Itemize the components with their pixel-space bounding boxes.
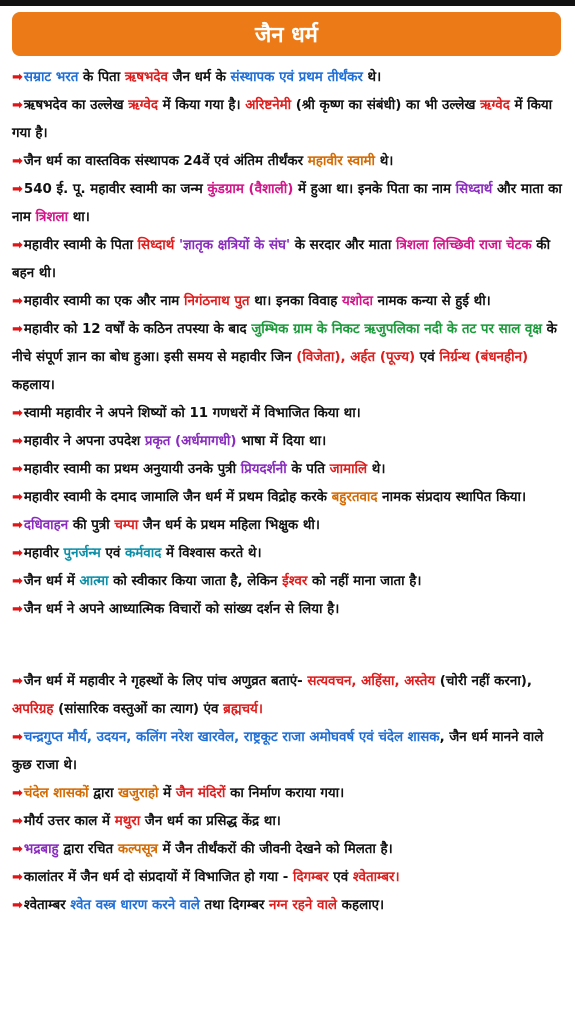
arrow-right-icon: ➡ xyxy=(12,238,23,253)
fact-text-segment: एवं xyxy=(415,350,440,365)
fact-text-segment: मथुरा xyxy=(114,814,141,829)
fact-text-segment: दिगम्बर xyxy=(293,870,329,885)
fact-text-segment: नग्न रहने वाले xyxy=(269,898,338,913)
fact-text-segment: एवं xyxy=(328,870,353,885)
fact-text-segment: (सांसारिक वस्तुओं का त्याग) एंव xyxy=(53,702,224,717)
fact-text-segment: में हुआ था। इनके पिता का नाम xyxy=(293,182,456,197)
arrow-right-icon: ➡ xyxy=(12,98,23,113)
fact-text-segment: दधिवाहन xyxy=(23,518,69,533)
fact-text-segment: के नीचे संपूर्ण ज्ञान का बोध हुआ। इसी समय से महावीर जिन xyxy=(12,322,557,365)
fact-item xyxy=(12,176,562,232)
fact-item xyxy=(12,568,562,596)
fact-text-segment: आत्मा xyxy=(79,574,109,589)
fact-text-segment: श्वेताम्बर। xyxy=(352,870,400,885)
fact-text-segment: स्वामी महावीर ने अपने शिष्यों को 11 गणधरों में विभाजित किया था। xyxy=(23,406,361,421)
fact-item xyxy=(12,92,562,148)
fact-text-segment: महावीर xyxy=(23,546,64,561)
fact-list-primary xyxy=(12,64,562,624)
fact-text-segment: महावीर स्वामी का प्रथम अनुयायी उनके पुत्री xyxy=(23,462,241,477)
fact-text-segment: चम्पा xyxy=(114,518,139,533)
fact-text-segment: सम्राट भरत xyxy=(23,70,79,85)
fact-text-segment: खजुराहो xyxy=(118,786,159,801)
fact-text-segment: संस्थापक एवं प्रथम तीर्थंकर xyxy=(230,70,363,85)
fact-text-segment: श्वेताम्बर xyxy=(23,898,71,913)
fact-item xyxy=(12,484,562,512)
fact-item xyxy=(12,288,562,316)
fact-text-segment: मौर्य उत्तर काल में xyxy=(23,814,115,829)
fact-text-segment: का निर्माण कराया गया। xyxy=(225,786,345,801)
fact-text-segment: के पति xyxy=(286,462,330,477)
fact-text-segment: जैन धर्म के xyxy=(167,70,231,85)
fact-text-segment: (श्री कृष्ण का संबंधी) का भी उल्लेख xyxy=(291,98,481,113)
fact-text-segment: ऋषभदेव xyxy=(124,70,168,85)
fact-text-segment: जामालि xyxy=(329,462,368,477)
arrow-right-icon: ➡ xyxy=(12,434,23,449)
fact-text-segment: कल्पसूत्र xyxy=(117,842,158,857)
fact-text-segment: को स्वीकार किया जाता है, लेकिन xyxy=(108,574,283,589)
fact-text-segment: 'ज्ञातृक क्षत्रियों के संघ' xyxy=(174,238,291,253)
fact-item xyxy=(12,808,562,836)
fact-text-segment: थे। xyxy=(367,462,386,477)
fact-text-segment: कहलाय। xyxy=(12,378,55,393)
fact-text-segment: महावीर को 12 वर्षों के कठिन तपस्या के बाद xyxy=(23,322,252,337)
fact-text-segment: त्रिशला xyxy=(35,210,69,225)
fact-text-segment: में किया गया है। xyxy=(157,98,246,113)
fact-text-segment: कहलाए। xyxy=(337,898,385,913)
arrow-right-icon: ➡ xyxy=(12,294,23,309)
fact-text-segment: महावीर स्वामी के दमाद जामालि जैन धर्म में प्रथम विद्रोह करके xyxy=(23,490,332,505)
fact-item xyxy=(12,64,562,92)
fact-text-segment: जैन धर्म का वास्तविक संस्थापक 24वें एवं अंतिम तीर्थंकर xyxy=(23,154,308,169)
fact-text-segment: को नहीं माना जाता है। xyxy=(307,574,422,589)
arrow-right-icon: ➡ xyxy=(12,546,23,561)
fact-text-segment: निगंठनाथ पुत xyxy=(183,294,250,309)
fact-list-secondary xyxy=(12,668,562,920)
fact-text-segment: कर्मवाद xyxy=(124,546,162,561)
fact-text-segment: चंदेल शासकों xyxy=(23,786,89,801)
fact-item xyxy=(12,400,562,428)
fact-text-segment: और माता का नाम xyxy=(12,182,562,225)
fact-text-segment: जैन धर्म में महावीर ने गृहस्थों के लिए पांच अणुव्रत बताएं- xyxy=(23,674,308,689)
fact-text-segment: सिध्दार्थ xyxy=(455,182,493,197)
fact-text-segment: कुंडग्राम (वैशाली) xyxy=(207,182,294,197)
fact-text-segment: बहुरतवाद xyxy=(331,490,378,505)
fact-text-segment: थे। xyxy=(362,70,382,85)
arrow-right-icon: ➡ xyxy=(12,898,23,913)
fact-text-segment: महावीर स्वामी के पिता xyxy=(23,238,138,253)
fact-item xyxy=(12,864,562,892)
fact-item xyxy=(12,724,562,780)
fact-text-segment: त्रिशला लिच्छिवी राजा चेटक xyxy=(396,238,532,253)
fact-text-segment: में किया गया है। xyxy=(12,98,553,141)
section-gap xyxy=(12,624,562,668)
fact-text-segment: प्रियदर्शनी xyxy=(240,462,287,477)
fact-item xyxy=(12,456,562,484)
content-area xyxy=(12,64,562,920)
arrow-right-icon: ➡ xyxy=(12,406,23,421)
arrow-right-icon: ➡ xyxy=(12,674,23,689)
fact-item xyxy=(12,596,562,624)
fact-text-segment: जैन धर्म का प्रसिद्ध केंद्र था। xyxy=(140,814,281,829)
arrow-right-icon: ➡ xyxy=(12,322,23,337)
fact-text-segment: जुम्भिक ग्राम के निकट ऋजुपलिका नदी के तट पर साल वृक्ष xyxy=(251,322,542,337)
fact-text-segment: (चोरी नहीं करना), xyxy=(435,674,532,689)
fact-text-segment: भद्रबाहु xyxy=(23,842,59,857)
fact-text-segment: द्वारा रचित xyxy=(58,842,118,857)
fact-text-segment: पुनर्जन्म xyxy=(63,546,101,561)
fact-text-segment: ब्रह्मचर्य। xyxy=(223,702,263,717)
arrow-right-icon: ➡ xyxy=(12,518,23,533)
fact-text-segment: में जैन तीर्थंकरों की जीवनी देखने को मिलता है। xyxy=(157,842,393,857)
fact-text-segment: नामक संप्रदाय स्थापित किया। xyxy=(377,490,527,505)
fact-text-segment: महावीर स्वामी का एक और नाम xyxy=(23,294,184,309)
fact-text-segment: अरिष्टनेमी xyxy=(245,98,292,113)
fact-item xyxy=(12,836,562,864)
arrow-right-icon: ➡ xyxy=(12,730,23,745)
fact-text-segment: ऋषभदेव का उल्लेख xyxy=(23,98,129,113)
fact-text-segment: , जैन धर्म मानने वाले कुछ राजा थे। xyxy=(12,730,544,773)
fact-text-segment: था। xyxy=(68,210,90,225)
page-title: जैन धर्म xyxy=(12,12,561,56)
fact-text-segment: सिध्दार्थ xyxy=(137,238,175,253)
fact-text-segment: अपरिग्रह xyxy=(12,702,54,717)
fact-item xyxy=(12,428,562,456)
fact-text-segment: (विजेता), अर्हत (पूज्य) xyxy=(296,350,416,365)
arrow-right-icon: ➡ xyxy=(12,786,23,801)
fact-text-segment: नामक कन्या से हुई थी। xyxy=(372,294,491,309)
fact-text-segment: सत्यवचन, अहिंसा, अस्तेय xyxy=(307,674,436,689)
fact-item xyxy=(12,540,562,568)
fact-item xyxy=(12,668,562,724)
fact-text-segment: की पुत्री xyxy=(68,518,115,533)
fact-text-segment: था। इनका विवाह xyxy=(249,294,343,309)
fact-item xyxy=(12,232,562,288)
fact-text-segment: तथा दिगम्बर xyxy=(199,898,270,913)
fact-text-segment: द्वारा xyxy=(88,786,119,801)
fact-item xyxy=(12,780,562,808)
fact-text-segment: की बहन थी। xyxy=(12,238,551,281)
fact-text-segment: ईश्वर xyxy=(282,574,308,589)
arrow-right-icon: ➡ xyxy=(12,490,23,505)
fact-text-segment: 540 ई. पू. महावीर स्वामी का जन्म xyxy=(23,182,208,197)
fact-item xyxy=(12,316,562,400)
arrow-right-icon: ➡ xyxy=(12,182,23,197)
fact-text-segment: निर्ग्रन्थ (बंधनहीन) xyxy=(439,350,529,365)
arrow-right-icon: ➡ xyxy=(12,462,23,477)
fact-text-segment: ऋग्वेद xyxy=(128,98,158,113)
arrow-right-icon: ➡ xyxy=(12,154,23,169)
fact-text-segment: में xyxy=(158,786,176,801)
fact-text-segment: में विश्वास करते थे। xyxy=(161,546,262,561)
fact-text-segment: प्रकृत (अर्धमागधी) xyxy=(144,434,237,449)
fact-item xyxy=(12,148,562,176)
arrow-right-icon: ➡ xyxy=(12,842,23,857)
fact-text-segment: जैन धर्म के प्रथम महिला भिक्षुक थी। xyxy=(138,518,320,533)
fact-text-segment: महावीर ने अपना उपदेश xyxy=(23,434,145,449)
fact-text-segment: के पिता xyxy=(78,70,125,85)
fact-text-segment: जैन धर्म ने अपने आध्यात्मिक विचारों को सांख्य दर्शन से लिया है। xyxy=(23,602,340,617)
arrow-right-icon: ➡ xyxy=(12,70,23,85)
fact-item xyxy=(12,892,562,920)
arrow-right-icon: ➡ xyxy=(12,870,23,885)
arrow-right-icon: ➡ xyxy=(12,574,23,589)
fact-text-segment: जैन मंदिरों xyxy=(175,786,226,801)
fact-text-segment: के सरदार और माता xyxy=(290,238,396,253)
fact-text-segment: महावीर स्वामी xyxy=(307,154,376,169)
fact-text-segment: भाषा में दिया था। xyxy=(236,434,327,449)
fact-text-segment: थे। xyxy=(375,154,394,169)
fact-text-segment: जैन धर्म में xyxy=(23,574,80,589)
fact-text-segment: एवं xyxy=(100,546,125,561)
arrow-right-icon: ➡ xyxy=(12,602,23,617)
fact-text-segment: ऋग्वेद xyxy=(480,98,510,113)
fact-item xyxy=(12,512,562,540)
arrow-right-icon: ➡ xyxy=(12,814,23,829)
fact-text-segment: कालांतर में जैन धर्म दो संप्रदायों में विभाजित हो गया - xyxy=(23,870,294,885)
top-status-strip xyxy=(0,0,575,6)
fact-text-segment: चन्द्रगुप्त मौर्य, उदयन, कलिंग नरेश खारवेल, राष्ट्रकूट राजा अमोघवर्ष एवं चंदेल शासक xyxy=(23,730,440,745)
fact-text-segment: श्वेत वस्त्र धारण करने वाले xyxy=(70,898,200,913)
fact-text-segment: यशोदा xyxy=(342,294,373,309)
